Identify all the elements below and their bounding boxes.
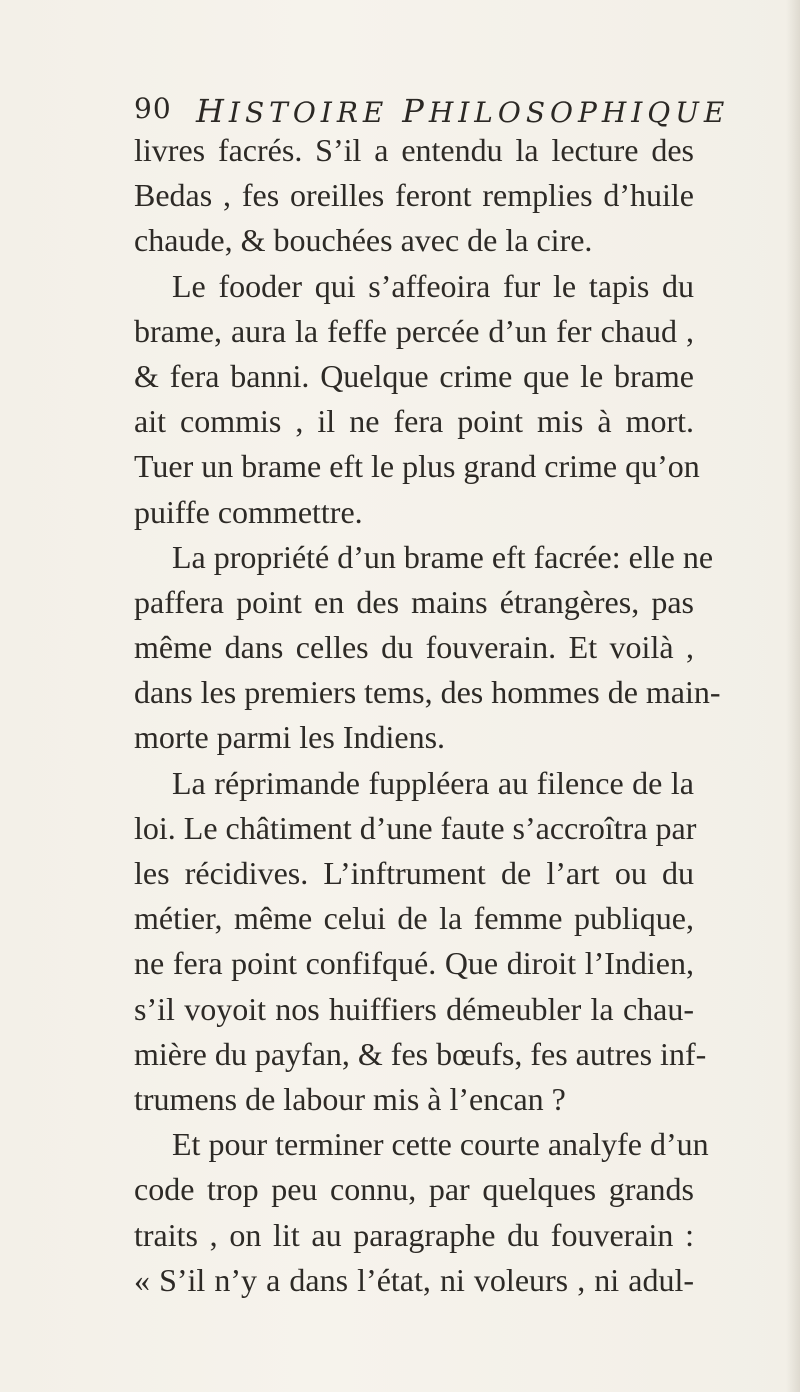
text-line: trumens de labour mis à l’encan ? bbox=[134, 1080, 566, 1117]
text-line: La propriété d’un brame eft facrée: elle ne bbox=[172, 538, 714, 575]
body-text bbox=[134, 128, 721, 1303]
text-line: s’il voyoit nos huiffiers démeubler la chau- bbox=[134, 990, 694, 1027]
page-number: 90 bbox=[134, 92, 172, 125]
text-line: code trop peu connu, par quelques grands bbox=[134, 1171, 694, 1208]
page-header bbox=[134, 86, 730, 130]
text-line: les récidives. L’inftrument de l’art ou du bbox=[134, 855, 694, 891]
text-line: morte parmi les Indiens. bbox=[134, 719, 446, 756]
text-line: puiffe commettre. bbox=[134, 493, 363, 530]
running-title: HISTOIRE PHILOSOPHIQUE bbox=[196, 92, 730, 130]
text-line: mière du payfan, & fes bœufs, fes autres inf- bbox=[134, 1035, 707, 1072]
text-line: La réprimande fuppléera au filence de la bbox=[172, 764, 694, 801]
text-line: loi. Le châtiment d’une faute s’accroîtra par bbox=[134, 809, 697, 846]
text-line: même dans celles du fouverain. Et voilà , bbox=[134, 629, 694, 666]
page-edge-shadow bbox=[786, 0, 800, 1392]
text-line: brame, aura la feffe percée d’un fer chaud , bbox=[134, 312, 694, 349]
text-line: traits , on lit au paragraphe du fouverain : bbox=[134, 1216, 694, 1253]
text-line: métier, même celui de la femme publique, bbox=[134, 900, 694, 937]
text-line: chaude, & bouchées avec de la cire. bbox=[134, 222, 593, 259]
text-line: livres facrés. S’il a entendu la lecture des bbox=[134, 132, 694, 168]
text-line: Tuer un brame eft le plus grand crime qu’on bbox=[134, 448, 700, 485]
text-line: Bedas , fes oreilles feront remplies d’huile bbox=[134, 177, 694, 214]
text-line: & fera banni. Quelque crime que le brame bbox=[134, 357, 694, 394]
text-line: Le fooder qui s’affeoira fur le tapis du bbox=[172, 267, 694, 304]
text-line: Et pour terminer cette courte analyfe d’un bbox=[172, 1126, 709, 1163]
text-line: paffera point en des mains étrangères, pas bbox=[134, 583, 694, 620]
text-line: ne fera point confifqué. Que diroit l’Indien, bbox=[134, 945, 694, 982]
text-line: dans les premiers tems, des hommes de main- bbox=[134, 674, 721, 711]
text-line: « S’il n’y a dans l’état, ni voleurs , ni adul- bbox=[134, 1261, 694, 1298]
text-line: ait commis , il ne fera point mis à mort. bbox=[134, 403, 694, 440]
